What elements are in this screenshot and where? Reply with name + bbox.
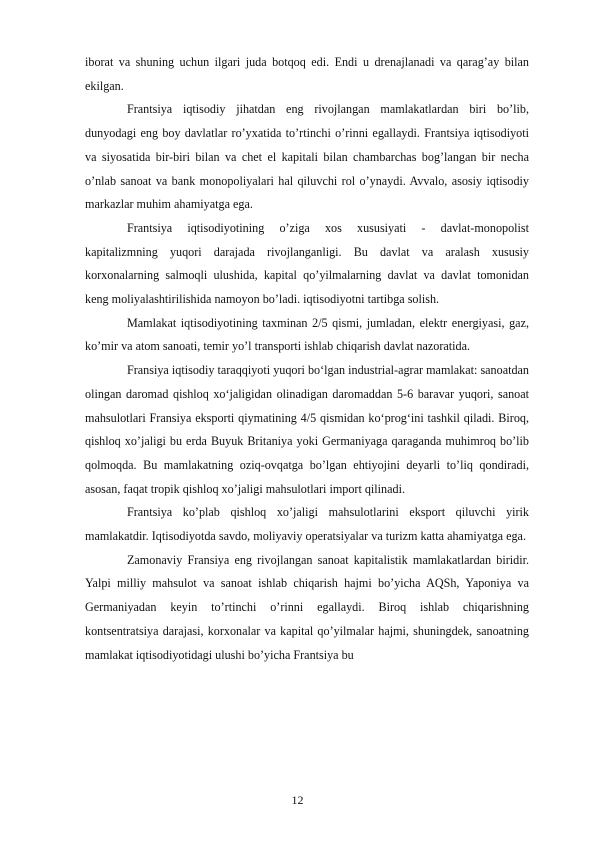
- paragraph-continuation: iborat va shuning uchun ilgari juda botqoq edi. Endi u drenajlanadi va qarag’ay bilan ekilgan.: [85, 55, 529, 93]
- paragraph-france-economy-rank: Frantsiya iqtisodiy jihatdan eng rivojlangan mamlakatlardan biri bo’lib, dunyodagi eng boy davlatlar ro’yxatida to’rtinchi o’rinni egallaydi. Frantsiya iqtisodiyoti va siyosatida bir-biri bilan va chet el kapitali bilan chambarchas bog’langan bir necha o’nlab sanoat va bank monopoliyalari hal qiluvchi rol o’ynaydi. Avvalo, asosiy iqtisodiy markazlar muhim ahamiyatga ega.: [85, 102, 529, 212]
- paragraph-state-control: Mamlakat iqtisodiyotining taxminan 2/5 qismi, jumladan, elektr energiyasi, gaz, ko’mir va atom sanoati, temir yo’l transporti ishlab chiqarish davlat nazoratida.: [85, 315, 529, 354]
- page-body: [85, 51, 529, 667]
- paragraph-modern-france: Zamonaviy Fransiya eng rivojlangan sanoat kapitalistik mamlakatlardan biridir. Yalpi milliy mahsulot va sanoat ishlab chiqarish hajmi bo’yicha AQSh, Yaponiya va Germaniyadan keyin to’rtinchi o’rinni egallaydi. Biroq ishlab chiqarishning kontsentratsiya darajasi, korxonalar va kapital qo’yilmalar hajmi, shuningdek, sanoatning mamlakat iqtisodiyotidagi ulushi bo’yicha Frantsiya bu: [85, 552, 529, 662]
- paragraph-state-monopoly-capitalism: Frantsiya iqtisodiyotining o’ziga xos xususiyati - davlat-monopolist kapitalizmning yuqori darajada rivojlanganligi. Bu davlat va aralash xususiy korxonalarning salmoqli ulushida, kapital qo’yilmalarning davlat va davlat tomonidan keng moliyalashtirilishida namoyon bo’ladi. iqtisodiyotni tartibga solish.: [85, 220, 529, 307]
- page-number: 12: [291, 793, 304, 807]
- paragraph-industrial-agrarian: Fransiya iqtisodiy taraqqiyoti yuqori bo‘lgan industrial-agrar mamlakat: sanoatdan olingan daromad qishloq xo‘jaligidan olinadigan daromaddan 5-6 baravar yuqori, sanoat mahsulotlari Fransiya eksporti qiymatining 4/5 qismidan ko‘prog‘ini tashkil qiladi. Biroq, qishloq xo’jaligi bu erda Buyuk Britaniya yoki Germaniyaga qaraganda muhimroq bo’lib qolmoqda. Bu mamlakatning oziq-ovqatga bo’lgan ehtiyojini deyarli to’liq qondiradi, asosan, faqat tropik qishloq xo’jaligi mahsulotlari import qilinadi.: [85, 363, 529, 496]
- paragraph-agricultural-export: Frantsiya ko’plab qishloq xo’jaligi mahsulotlarini eksport qiluvchi yirik mamlakatdir. Iqtisodiyotda savdo, moliyaviy operatsiyalar va turizm katta ahamiyatga ega.: [85, 505, 529, 544]
